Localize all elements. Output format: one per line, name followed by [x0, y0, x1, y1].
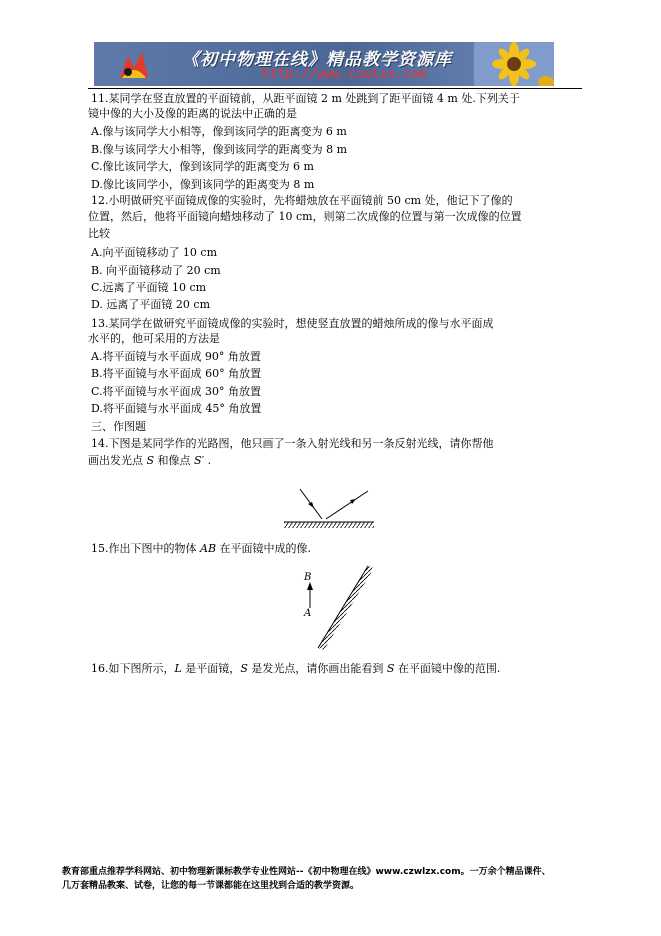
symbol-s: S [240, 662, 248, 675]
q14-line-2: 画出发光点 S 和像点 S′ . [88, 454, 212, 467]
q12-option-d: D. 远离了平面镜 20 cm [91, 298, 211, 311]
q13-line-2: 水平的，他可采用的方法是 [88, 332, 220, 345]
site-title: 《初中物理在线》精品教学资源库 [182, 50, 452, 70]
header-banner [94, 42, 554, 86]
symbol-s-prime: S′ [194, 454, 205, 467]
q12-option-c: C.远离了平面镜 10 cm [91, 281, 207, 294]
q12-option-b: B. 向平面镜移动了 20 cm [91, 264, 221, 277]
sunflower-image [474, 42, 554, 86]
site-logo [116, 48, 152, 82]
q12-line-3: 比较 [88, 227, 110, 240]
q13-option-a: A.将平面镜与水平面成 90° 角放置 [91, 350, 261, 363]
q11-option-c: C.像比该同学大，像到该同学的距离变为 6 m [91, 160, 314, 173]
q12-option-a: A.向平面镜移动了 10 cm [91, 246, 218, 259]
q15-line-1: 15.作出下图中的物体 AB 在平面镜中成的像. [91, 542, 312, 555]
q13-option-c: C.将平面镜与水平面成 30° 角放置 [91, 385, 262, 398]
q13-line-1: 13.某同学在做研究平面镜成像的实验时，想使竖直放置的蜡烛所成的像与水平面成 [91, 317, 494, 330]
q14-line-1: 14.下图是某同学作的光路图，他只画了一条入射光线和另一条反射光线，请你帮他 [91, 437, 494, 450]
fig14-light-path [278, 484, 378, 532]
q12-line-2: 位置，然后，他将平面镜向蜡烛移动了 10 cm，则第二次成像的位置与第一次成像的位置 [88, 210, 522, 223]
q11-line-1: 11.某同学在竖直放置的平面镜前，从距平面镜 2 m 处跳到了距平面镜 4 m 处.下列关于 [91, 92, 520, 105]
q11-option-a: A.像与该同学大小相等，像到该同学的距离变为 6 m [91, 125, 347, 138]
symbol-s: S [386, 662, 395, 675]
symbol-ab: AB [200, 542, 217, 555]
q11-option-b: B.像与该同学大小相等，像到该同学的距离变为 8 m [91, 143, 348, 156]
symbol-l: L [174, 662, 182, 675]
label-a: A [304, 608, 312, 619]
site-url: http://www.czwlzx.com [262, 67, 427, 82]
header-divider [88, 88, 582, 89]
q13-option-b: B.将平面镜与水平面成 60° 角放置 [91, 367, 262, 380]
symbol-s: S [146, 454, 155, 467]
q11-option-d: D.像比该同学小，像到该同学的距离变为 8 m [91, 178, 315, 191]
section-title: 三、作图题 [91, 420, 146, 433]
footer-line-1: 教育部重点推荐学科网站、初中物理新课标教学专业性网站--《初中物理在线》www.czwlzx.com。一万余个精品课件、 [62, 867, 551, 877]
q12-line-1: 12.小明做研究平面镜成像的实验时，先将蜡烛放在平面镜前 50 cm 处，他记下了像的 [91, 194, 513, 207]
q11-line-2: 镜中像的大小及像的距离的说法中正确的是 [88, 107, 297, 120]
q16-line-1: 16.如下图所示，L 是平面镜，S 是发光点，请你画出能看到 S 在平面镜中像的范围. [91, 662, 501, 675]
fig15-mirror-object [296, 560, 386, 655]
label-b: B [304, 572, 312, 583]
footer-line-2: 几万套精品教案、试卷，让您的每一节课都能在这里找到合适的教学资源。 [62, 881, 360, 891]
page-footer [62, 865, 622, 893]
q13-option-d: D.将平面镜与水平面成 45° 角放置 [91, 402, 262, 415]
